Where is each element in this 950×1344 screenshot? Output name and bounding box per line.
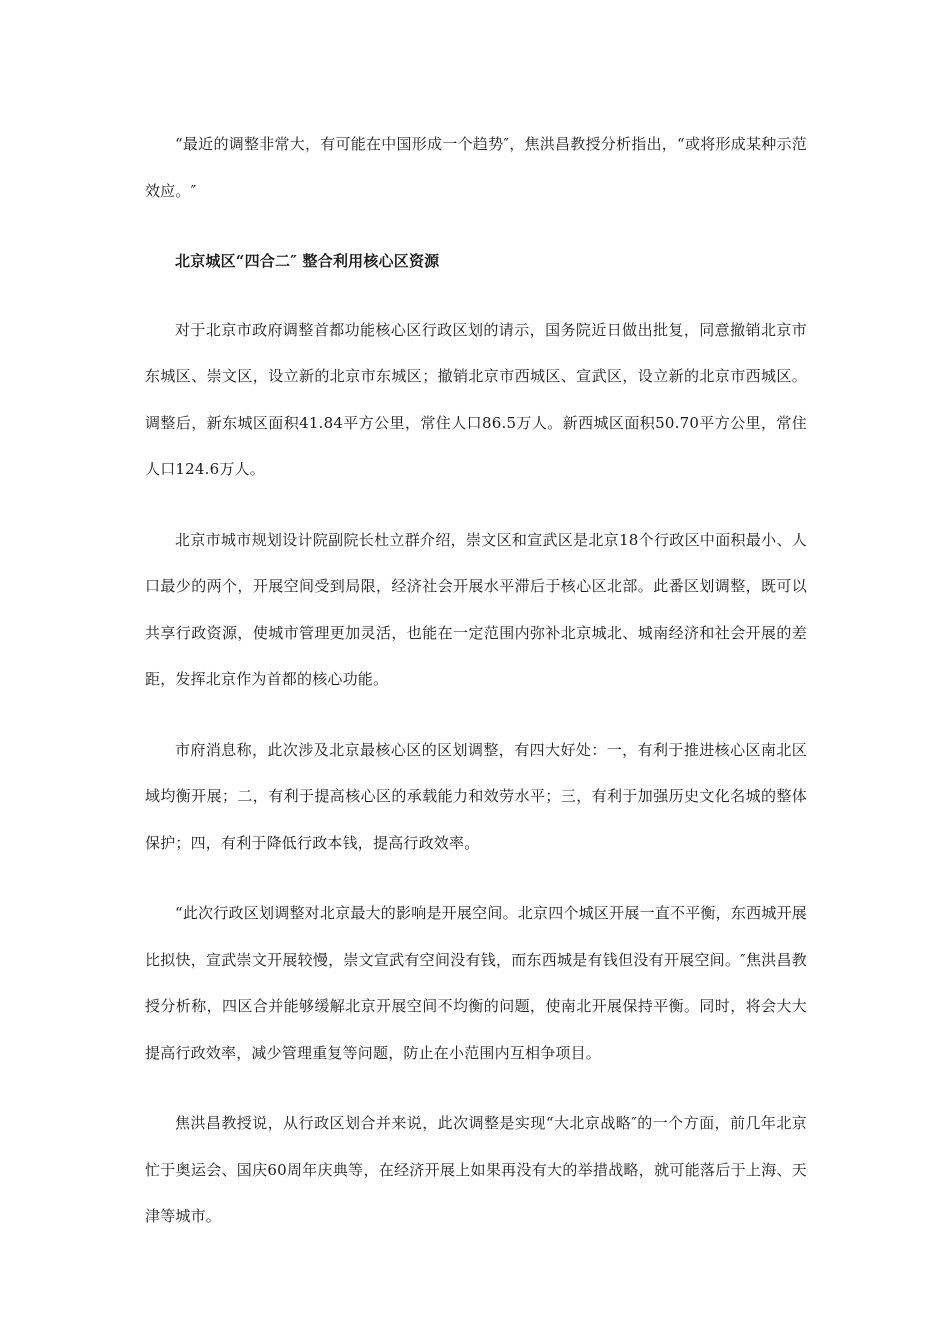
paragraph: 对于北京市政府调整首都功能核心区行政区划的请示，国务院近日做出批复，同意撤销北京市东城区、崇文区，设立新的北京市东城区；撤销北京市西城区、宣武区，设立新的北京市西城区。调整后，新东城区面积41.84平方公里，常住人口86.5万人。新西城区面积50.70平方公里，常住人口124.6万人。 — [145, 320, 807, 478]
paragraph: 市府消息称，此次涉及北京最核心区的区划调整，有四大好处：一，有利于推进核心区南北区域均衡开展；二，有利于提高核心区的承载能力和效劳水平；三，有利于加强历史文化名城的整体保护；四，有利于降低行政本钱，提高行政效率。 — [145, 740, 807, 852]
paragraph: 北京市城市规划设计院副院长杜立群介绍，崇文区和宣武区是北京18个行政区中面积最小、人口最少的两个，开展空间受到局限，经济社会开展水平滞后于核心区北部。此番区划调整，既可以共享行政资源，使城市管理更加灵活，也能在一定范围内弥补北京城北、城南经济和社会开展的差距，发挥北京作为首都的核心功能。 — [145, 530, 807, 688]
document-body — [145, 121, 807, 1264]
paragraph: “此次行政区划调整对北京最大的影响是开展空间。北京四个城区开展一直不平衡，东西城开展比拟快，宣武崇文开展较慢，崇文宣武有空间没有钱，而东西城是有钱但没有开展空间。″焦洪昌教授分析称，四区合并能够缓解北京开展空间不均衡的问题，使南北开展保持平衡。同时，将会大大提高行政效率，减少管理重复等问题，防止在小范围内互相争项目。 — [145, 904, 807, 1062]
paragraph: “最近的调整非常大，有可能在中国形成一个趋势″，焦洪昌教授分析指出，“或将形成某种示范效应。″ — [145, 135, 807, 200]
paragraph: 焦洪昌教授说，从行政区划合并来说，此次调整是实现“大北京战略″的一个方面，前几年北京忙于奥运会、国庆60周年庆典等，在经济开展上如果再没有大的举措战略，就可能落后于上海、天津等城市。 — [145, 1114, 807, 1225]
section-heading: 北京城区“四合二″ 整合利用核心区资源 — [175, 252, 440, 270]
